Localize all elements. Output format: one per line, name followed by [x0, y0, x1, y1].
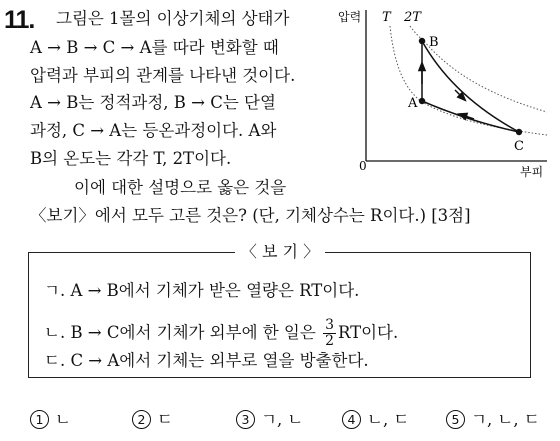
statement-marker: ㄷ.: [44, 351, 66, 370]
isotherm-t-label: T: [382, 10, 391, 25]
statement-marker: ㄱ.: [44, 281, 66, 300]
fraction-denominator: 2: [325, 333, 334, 349]
point-a-label: A: [408, 96, 418, 111]
question-number: 11.: [4, 6, 35, 34]
origin-label: 0: [359, 159, 367, 173]
choice-5[interactable]: [446, 406, 540, 430]
choice-text: ㄴ: [55, 410, 71, 429]
pv-diagram: [338, 4, 552, 179]
isotherm-2t-label: 2T: [404, 10, 421, 25]
choice-number: 2: [132, 410, 151, 429]
statement-text: B → C에서 기체가 외부에 한 일은: [70, 323, 316, 342]
x-axis-label: 부피: [520, 165, 544, 179]
choice-text: ㄱ, ㄴ, ㄷ: [471, 410, 540, 429]
choice-text: ㄱ, ㄴ: [261, 410, 304, 429]
question-stem-line: A → B는 정적과정, B → C는 단열: [30, 93, 276, 112]
question-stem-line: 〈보기〉에서 모두 고른 것은? (단, 기체상수는 R이다.) [3점]: [30, 206, 471, 225]
choice-number: 4: [342, 410, 361, 429]
bogi-title-wrap: [0, 242, 560, 262]
point-b-label: B: [429, 35, 439, 50]
bogi-title: 〈 보 기 〉: [235, 242, 325, 261]
statement-marker: ㄴ.: [44, 323, 66, 342]
question-stem-line: 압력과 부피의 관계를 나타낸 것이다.: [30, 66, 296, 85]
statement-a: [44, 280, 359, 302]
point-b: [419, 38, 425, 44]
statement-c: [44, 350, 369, 372]
statement-b: [44, 318, 398, 349]
choice-4[interactable]: [342, 406, 409, 430]
question-stem-line: A → B → C → A를 따라 변화할 때: [30, 38, 279, 57]
point-a: [419, 98, 425, 104]
choice-2[interactable]: [132, 406, 173, 430]
fraction: [323, 318, 336, 349]
fraction-numerator: 3: [325, 317, 334, 333]
point-c: [516, 129, 522, 135]
process-c-to-a: [422, 101, 519, 132]
choice-number: 3: [236, 410, 255, 429]
choice-number: 1: [30, 410, 49, 429]
choice-3[interactable]: [236, 406, 303, 430]
question-stem-line: 그림은 1몰의 이상기체의 상태가: [56, 9, 290, 28]
choice-text: ㄷ: [157, 410, 173, 429]
question-stem-line: B의 온도는 각각 T, 2T이다.: [30, 149, 232, 168]
question-stem-line: 과정, C → A는 등온과정이다. A와: [30, 121, 277, 140]
choice-1[interactable]: [30, 406, 71, 430]
choice-text: ㄴ, ㄷ: [367, 410, 410, 429]
statement-text-tail: RT이다.: [337, 323, 399, 342]
question-stem-line: 이에 대한 설명으로 옳은 것을: [74, 178, 287, 197]
statement-text: A → B에서 기체가 받은 열량은 RT이다.: [70, 281, 360, 300]
choice-number: 5: [446, 410, 465, 429]
statement-text: C → A에서 기체는 외부로 열을 방출한다.: [70, 351, 369, 370]
y-axis-label: 압력: [338, 10, 362, 24]
point-c-label: C: [514, 139, 524, 154]
